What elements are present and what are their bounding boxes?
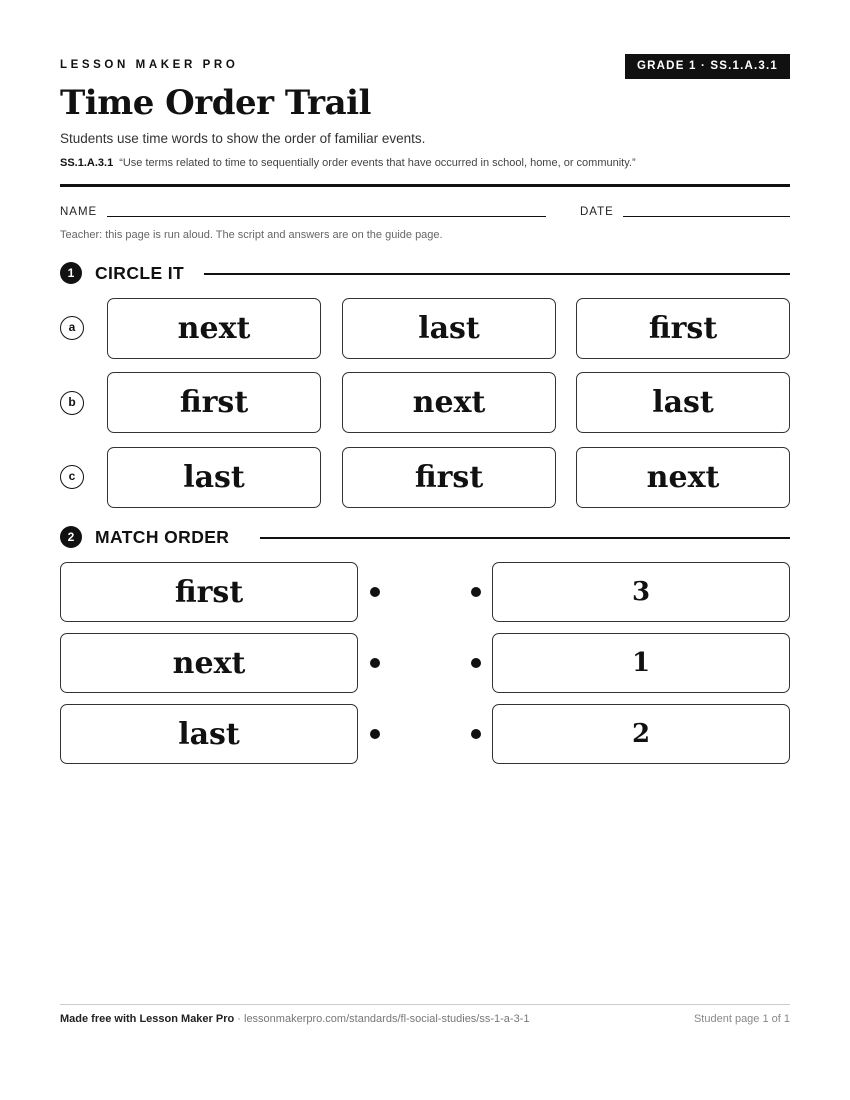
section-1-number: 1 — [60, 262, 82, 284]
circle-choice[interactable]: next — [576, 447, 790, 508]
section-2-number: 2 — [60, 526, 82, 548]
row-letter-a: a — [60, 316, 84, 340]
name-label: NAME — [60, 206, 98, 218]
section-1-header — [60, 261, 790, 285]
match-dot-right[interactable] — [471, 587, 481, 597]
grade-badge: GRADE 1 · SS.1.A.3.1 — [625, 54, 790, 79]
row-letter-c: c — [60, 465, 84, 489]
section-2-rule — [260, 537, 790, 539]
match-dot-right[interactable] — [471, 658, 481, 668]
circle-choice[interactable]: first — [342, 447, 556, 508]
standard-code: SS.1.A.3.1 — [60, 157, 114, 169]
match-word-box: first — [60, 562, 358, 622]
footer-page-number: Student page 1 of 1 — [693, 1013, 790, 1025]
row-letter-b: b — [60, 391, 84, 415]
match-dot-left[interactable] — [370, 587, 380, 597]
teacher-note: Teacher: this page is run aloud. The script and answers are on the guide page. — [60, 229, 443, 241]
footer-made-with: Made free with Lesson Maker Pro — [60, 1013, 235, 1025]
date-label: DATE — [580, 206, 614, 218]
page-subtitle: Students use time words to show the order of familiar events. — [60, 131, 426, 146]
section-1-title: CIRCLE IT — [95, 262, 194, 284]
section-1-rule — [204, 273, 790, 275]
circle-choice[interactable]: first — [576, 298, 790, 359]
circle-choice[interactable]: next — [342, 372, 556, 433]
circle-choice[interactable]: first — [107, 372, 321, 433]
match-number-box: 2 — [492, 704, 790, 764]
page-title: Time Order Trail — [60, 83, 371, 123]
brand-name: LESSON MAKER PRO — [60, 59, 239, 71]
match-word-box: last — [60, 704, 358, 764]
header-divider — [60, 184, 790, 187]
match-dot-left[interactable] — [370, 658, 380, 668]
section-2-header — [60, 525, 790, 549]
name-field[interactable] — [107, 216, 546, 217]
match-word-box: next — [60, 633, 358, 693]
standard-line — [60, 157, 636, 169]
footer-divider — [60, 1004, 790, 1005]
footer-url[interactable]: · lessonmakerpro.com/standards/fl-social-studies/ss-1-a-3-1 — [234, 1013, 530, 1025]
circle-choice[interactable]: last — [107, 447, 321, 508]
footer-credit — [60, 1013, 530, 1025]
match-dot-right[interactable] — [471, 729, 481, 739]
date-field[interactable] — [623, 216, 790, 217]
circle-choice[interactable]: last — [576, 372, 790, 433]
match-dot-left[interactable] — [370, 729, 380, 739]
circle-choice[interactable]: last — [342, 298, 556, 359]
match-number-box: 3 — [492, 562, 790, 622]
standard-text: “Use terms related to time to sequentially order events that have occurred in school, home, or community.” — [119, 157, 636, 169]
section-2-title: MATCH ORDER — [95, 526, 239, 548]
worksheet-page — [60, 0, 790, 1100]
match-number-box: 1 — [492, 633, 790, 693]
circle-choice[interactable]: next — [107, 298, 321, 359]
